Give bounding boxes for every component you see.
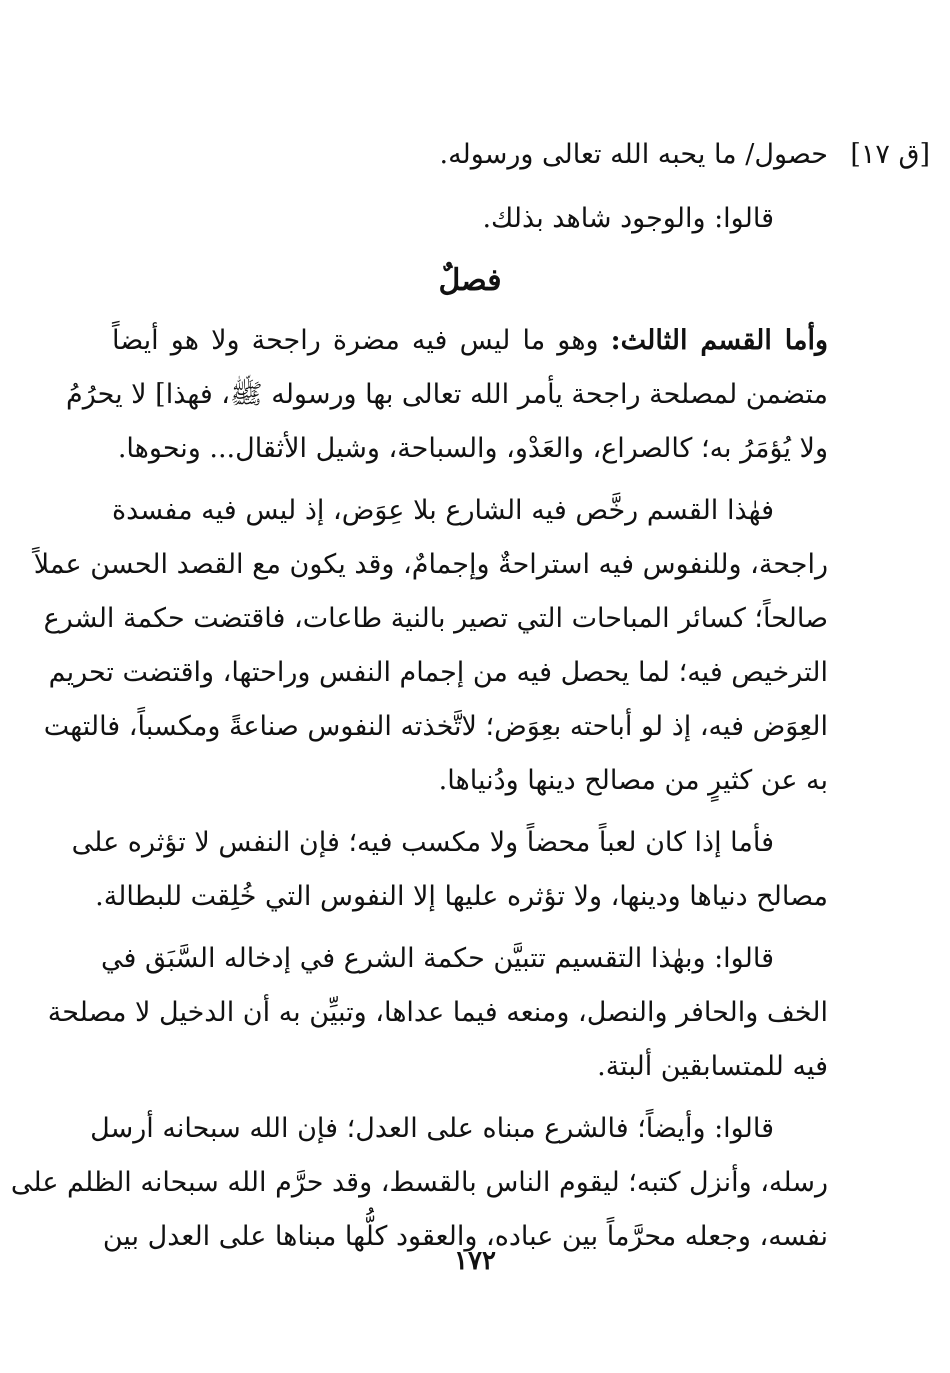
text-line: قالوا: والوجود شاهد بذلك. [482, 203, 774, 234]
margin-manuscript-note: [ق ١٧] [850, 139, 930, 170]
text-line: مصالح دنياها ودينها، ولا تؤثره عليها إلا النفوس التي خُلِقت للبطالة. [95, 881, 828, 912]
paragraph-third-section [66, 314, 828, 476]
text-line: فهٰذا القسم رخَّص فيه الشارع بلا عِوَض، إذ ليس فيه مفسدة [112, 495, 774, 526]
paragraph-permission [33, 484, 828, 808]
text-line: الترخيص فيه؛ لما يحصل فيه من إجمام النفس وراحتها، واقتضت تحريم [48, 657, 828, 688]
text-line: قالوا: وأيضاً؛ فالشرع مبناه على العدل؛ فإن الله سبحانه أرسل [90, 1113, 774, 1144]
text-line: حصول/ ما يحبه الله تعالى ورسوله. [439, 139, 828, 170]
section-heading: فصلٌ [438, 263, 502, 298]
text-line: فيه للمتسابقين ألبتة. [597, 1051, 828, 1082]
text-line-rest: وهو ما ليس فيه مضرة راجحة ولا هو أيضاً [112, 325, 599, 356]
text-line: رسله، وأنزل كتبه؛ ليقوم الناس بالقسط، وقد حرَّم الله سبحانه الظلم على [10, 1167, 828, 1198]
text-line: قالوا: وبهٰذا التقسيم تتبيَّن حكمة الشرع في إدخاله السَّبَق في [100, 943, 774, 974]
text-line: متضمن لمصلحة راجحة يأمر الله تعالى بها ورسوله ﷺ، فهذا] لا يحرُمُ [66, 379, 828, 410]
text-line: فأما إذا كان لعباً محضاً ولا مكسب فيه؛ فإن النفس لا تؤثره على [71, 827, 774, 858]
text-line: العِوَض فيه، إذ لو أباحته بعِوَض؛ لاتَّخذته النفوس صناعةً ومكسباً، فالتهت [43, 711, 828, 742]
text-line: نفسه، وجعله محرَّماً بين عباده، والعقود كلُّها مبناها على العدل بين [102, 1221, 828, 1252]
text-line: به عن كثيرٍ من مصالح دينها ودُنياها. [438, 765, 828, 796]
continuation-paragraph [112, 128, 828, 246]
paragraph-division [47, 932, 828, 1094]
text-line: ولا يُؤمَرُ به؛ كالصراع، والعَدْو، والسباحة، وشيل الأثقال... ونحوها. [117, 433, 828, 464]
text-line: راجحة، وللنفوس فيه استراحةٌ وإجمامٌ، وقد يكون مع القصد الحسن عملاً [33, 549, 828, 580]
text-line: صالحاً؛ كسائر المباحات التي تصير بالنية طاعات، فاقتضت حكمة الشرع [43, 603, 828, 634]
lead-phrase: وأما القسم الثالث: [610, 325, 828, 356]
text-line: الخف والحافر والنصل، ومنعه فيما عداها، وتبيِّن به أن الدخيل لا مصلحة [47, 997, 828, 1028]
text-line [112, 314, 828, 368]
page-number: ١٧٢ [454, 1246, 496, 1276]
page-body [10, 128, 828, 1272]
paragraph-pure-play [71, 816, 828, 924]
paragraph-justice [10, 1102, 828, 1264]
